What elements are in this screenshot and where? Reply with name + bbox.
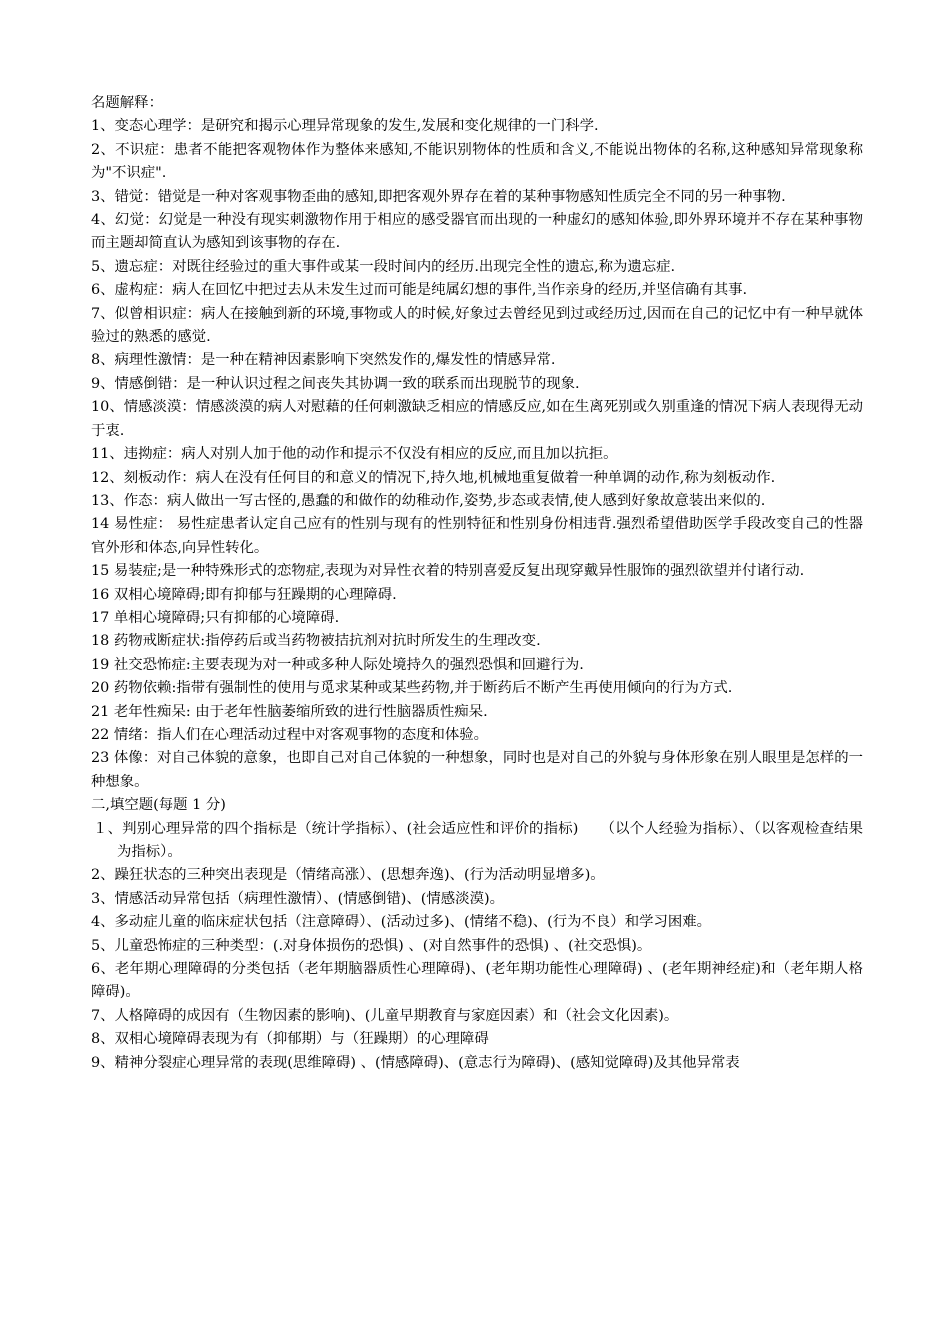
definition-item: 17 单相心境障碍;只有抑郁的心境障碍. [91, 609, 340, 626]
definition-item: 7、似曾相识症：病人在接触到新的环境,事物或人的时候,好象过去曾经见到过或经历过,因而在自己的记忆中有一种早就体验过的熟悉的感觉. [91, 305, 863, 346]
definition-item: 13、作态：病人做出一写古怪的,愚蠢的和做作的幼稚动作,姿势,步态或表情,使人感到好象故意装出来似的. [91, 492, 766, 509]
fill-in-item: 4、多动症儿童的临床症状包括（注意障碍）、(活动过多)、(情绪不稳)、(行为不良）和学习困难。 [91, 914, 712, 931]
definition-item: 1、变态心理学：是研究和揭示心理异常现象的发生,发展和变化规律的一门科学. [91, 118, 599, 135]
definition-item: 16 双相心境障碍;即有抑郁与狂躁期的心理障碍. [91, 586, 397, 603]
document-body [91, 92, 863, 1075]
definition-item: 14 易性症： 易性症患者认定自己应有的性别与现有的性别特征和性别身份相违背.强烈希望借助医学手段改变自己的性器官外形和体态,向异性转化。 [91, 516, 863, 556]
definition-item: 8、病理性激情：是一种在精神因素影响下突然发作的,爆发性的情感异常. [91, 352, 556, 369]
definition-item: 15 易装症;是一种特殊形式的恋物症,表现为对异性衣着的特别喜爱反复出现穿戴异性服饰的强烈欲望并付诸行动. [91, 563, 805, 580]
section-title-fill-in: 二,填空题(每题 1 分) [91, 797, 226, 814]
definition-item: 5、遗忘症：对既往经验过的重大事件或某一段时间内的经历.出现完全性的遗忘,称为遗忘症. [91, 258, 676, 275]
definition-item: 12、刻板动作：病人在没有任何目的和意义的情况下,持久地,机械地重复做着一种单调的动作,称为刻板动作. [91, 469, 776, 486]
fill-in-item: 7、人格障碍的成因有（生物因素的影响)、(儿童早期教育与家庭因素）和（社会文化因素)。 [91, 1007, 679, 1024]
definition-item: 18 药物戒断症状:指停药后或当药物被拮抗剂对抗时所发生的生理改变. [91, 633, 541, 650]
definition-item: 3、错觉：错觉是一种对客观事物歪曲的感知,即把客观外界存在着的某种事物感知性质完全不同的另一种事物. [91, 188, 786, 205]
definition-item: 4、幻觉：幻觉是一种没有现实刺激物作用于相应的感受器官而出现的一种虚幻的感知体验,即外界环境并不存在某种事物而主题却简直认为感知到该事物的存在. [91, 212, 863, 252]
definition-item: 11、违拗症：病人对别人加于他的动作和提示不仅没有相应的反应,而且加以抗拒。 [91, 446, 618, 463]
section-title-definitions: 名题解释： [91, 95, 163, 111]
definition-item: 10、情感淡漠：情感淡漠的病人对慰藉的任何刺激缺乏相应的情感反应,如在生离死别或久别重逢的情况下病人表现得无动于衷. [91, 399, 863, 439]
fill-in-item: 2、躁狂状态的三种突出表现是（情绪高涨）、(思想奔逸)、(行为活动明显增多)。 [91, 867, 605, 884]
fill-in-item: 5、儿童恐怖症的三种类型：(.对身体损伤的恐惧) 、(对自然事件的恐惧) 、(社交恐惧)。 [91, 937, 652, 954]
definition-item: 6、虚构症：病人在回忆中把过去从未发生过而可能是纯属幻想的事件,当作亲身的经历,并坚信确有其事. [91, 282, 748, 299]
fill-in-item: 8、双相心境障碍表现为有（抑郁期）与（狂躁期）的心理障碍 [91, 1031, 489, 1048]
definition-item: 9、情感倒错：是一种认识过程之间丧失其协调一致的联系而出现脱节的现象. [91, 375, 580, 392]
definition-item: 2、不识症：患者不能把客观物体作为整体来感知,不能识别物体的性质和含义,不能说出物体的名称,这种感知异常现象称为"不识症". [91, 141, 863, 182]
definition-item: 20 药物依赖:指带有强制性的使用与觅求某种或某些药物,并于断药后不断产生再使用倾向的行为方式. [91, 680, 733, 697]
fill-in-item: １、判别心理异常的四个指标是（统计学指标）、(社会适应性和评价的指标) （以个人经验为指标）、（以客观检查结果为指标）。 [93, 820, 863, 860]
fill-in-item: 9、精神分裂症心理异常的表现(思维障碍) 、(情感障碍)、(意志行为障碍)、(感知觉障碍)及其他异常表 [91, 1054, 740, 1071]
definition-item: 23 体像：对自己体貌的意象，也即自己对自己体貌的一种想象，同时也是对自己的外貌与身体形象在别人眼里是怎样的一种想象。 [91, 750, 863, 790]
definition-item: 21 老年性痴呆: 由于老年性脑萎缩所致的进行性脑器质性痴呆. [91, 703, 488, 720]
definition-item: 19 社交恐怖症:主要表现为对一种或多种人际处境持久的强烈恐惧和回避行为. [91, 656, 584, 673]
definition-item: 22 情绪：指人们在心理活动过程中对客观事物的态度和体验。 [91, 726, 489, 743]
fill-in-item: 3、情感活动异常包括（病理性激情）、(情感倒错)、(情感淡漠)。 [91, 890, 504, 907]
fill-in-item: 6、老年期心理障碍的分类包括（老年期脑器质性心理障碍)、(老年期功能性心理障碍) 、(老年期神经症)和（老年期人格障碍)。 [91, 961, 863, 1001]
